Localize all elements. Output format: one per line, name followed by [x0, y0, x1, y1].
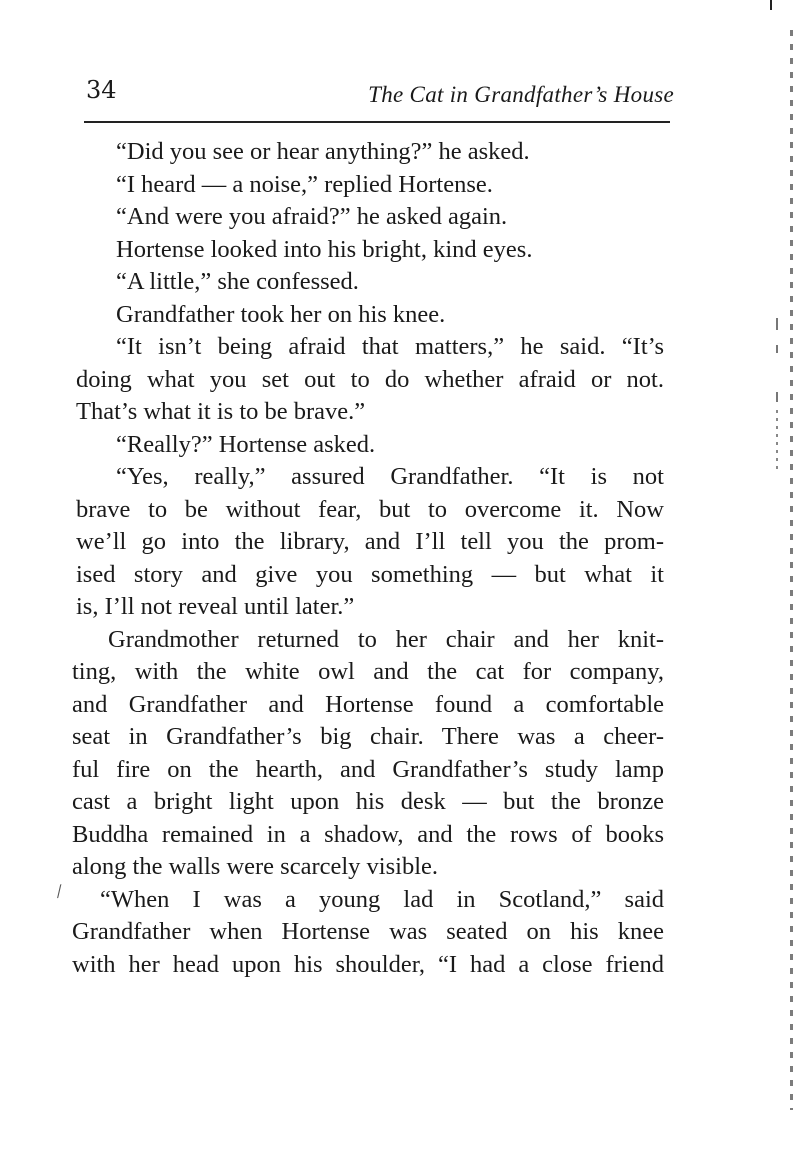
text-line: Hortense looked into his bright, kind eyes. — [116, 235, 533, 263]
page-header — [86, 74, 674, 122]
text-line: seat in Grandfather’s big chair. There was a cheer- — [72, 723, 664, 750]
body-text — [72, 136, 664, 981]
scan-edge-mark — [770, 0, 772, 10]
text-line: brave to be without fear, but to overcome it. Now — [76, 495, 664, 523]
text-line: cast a bright light upon his desk — but the bronze — [72, 788, 664, 815]
text-line: “A little,” she confessed. — [116, 268, 359, 295]
text-line: Buddha remained in a shadow, and the rows of books — [72, 820, 664, 848]
text-line: “Yes, really,” assured Grandfather. “It is not — [116, 463, 664, 490]
text-line: “And were you afraid?” he asked again. — [116, 203, 508, 230]
text-line: Grandmother returned to her chair and her knit- — [108, 625, 664, 653]
text-line: we’ll go into the library, and I’ll tell you the prom- — [76, 528, 664, 555]
page-number: 34 — [86, 76, 117, 104]
text-line: is, I’ll not reveal until later.” — [76, 593, 355, 620]
margin-mark — [776, 392, 778, 402]
text-line: “Did you see or hear anything?” he asked. — [116, 138, 530, 165]
text-line: Grandfather when Hortense was seated on his knee — [72, 918, 664, 945]
text-line: “Really?” Hortense asked. — [116, 430, 376, 458]
running-title: The Cat in Grandfather’s House — [368, 82, 674, 107]
margin-mark — [776, 410, 778, 472]
text-line: with her head upon his shoulder, “I had a close friend — [72, 950, 664, 978]
text-line: along the walls were scarcely visible. — [72, 853, 439, 880]
text-line: and Grandfather and Hortense found a comfortable — [72, 690, 664, 718]
text-line: “I heard — a noise,” replied Hortense. — [116, 170, 493, 198]
text-line: “It isn’t being afraid that matters,” he said. “It’s — [116, 333, 664, 360]
scan-edge-shadow — [790, 30, 793, 1110]
text-line: That’s what it is to be brave.” — [76, 398, 366, 425]
margin-mark — [776, 345, 778, 353]
text-line: ting, with the white owl and the cat for company, — [72, 658, 664, 685]
margin-mark — [776, 318, 778, 330]
text-line: ful fire on the hearth, and Grandfather’s study lamp — [72, 755, 664, 783]
text-line: ised story and give you something — but what it — [76, 560, 664, 588]
text-line: “When I was a young lad in Scotland,” said — [100, 885, 664, 913]
text-line: doing what you set out to do whether afraid or not. — [76, 365, 664, 393]
text-line: Grandfather took her on his knee. — [116, 300, 446, 328]
pencil-mark: ⁄ — [55, 882, 64, 901]
header-rule — [84, 121, 670, 123]
